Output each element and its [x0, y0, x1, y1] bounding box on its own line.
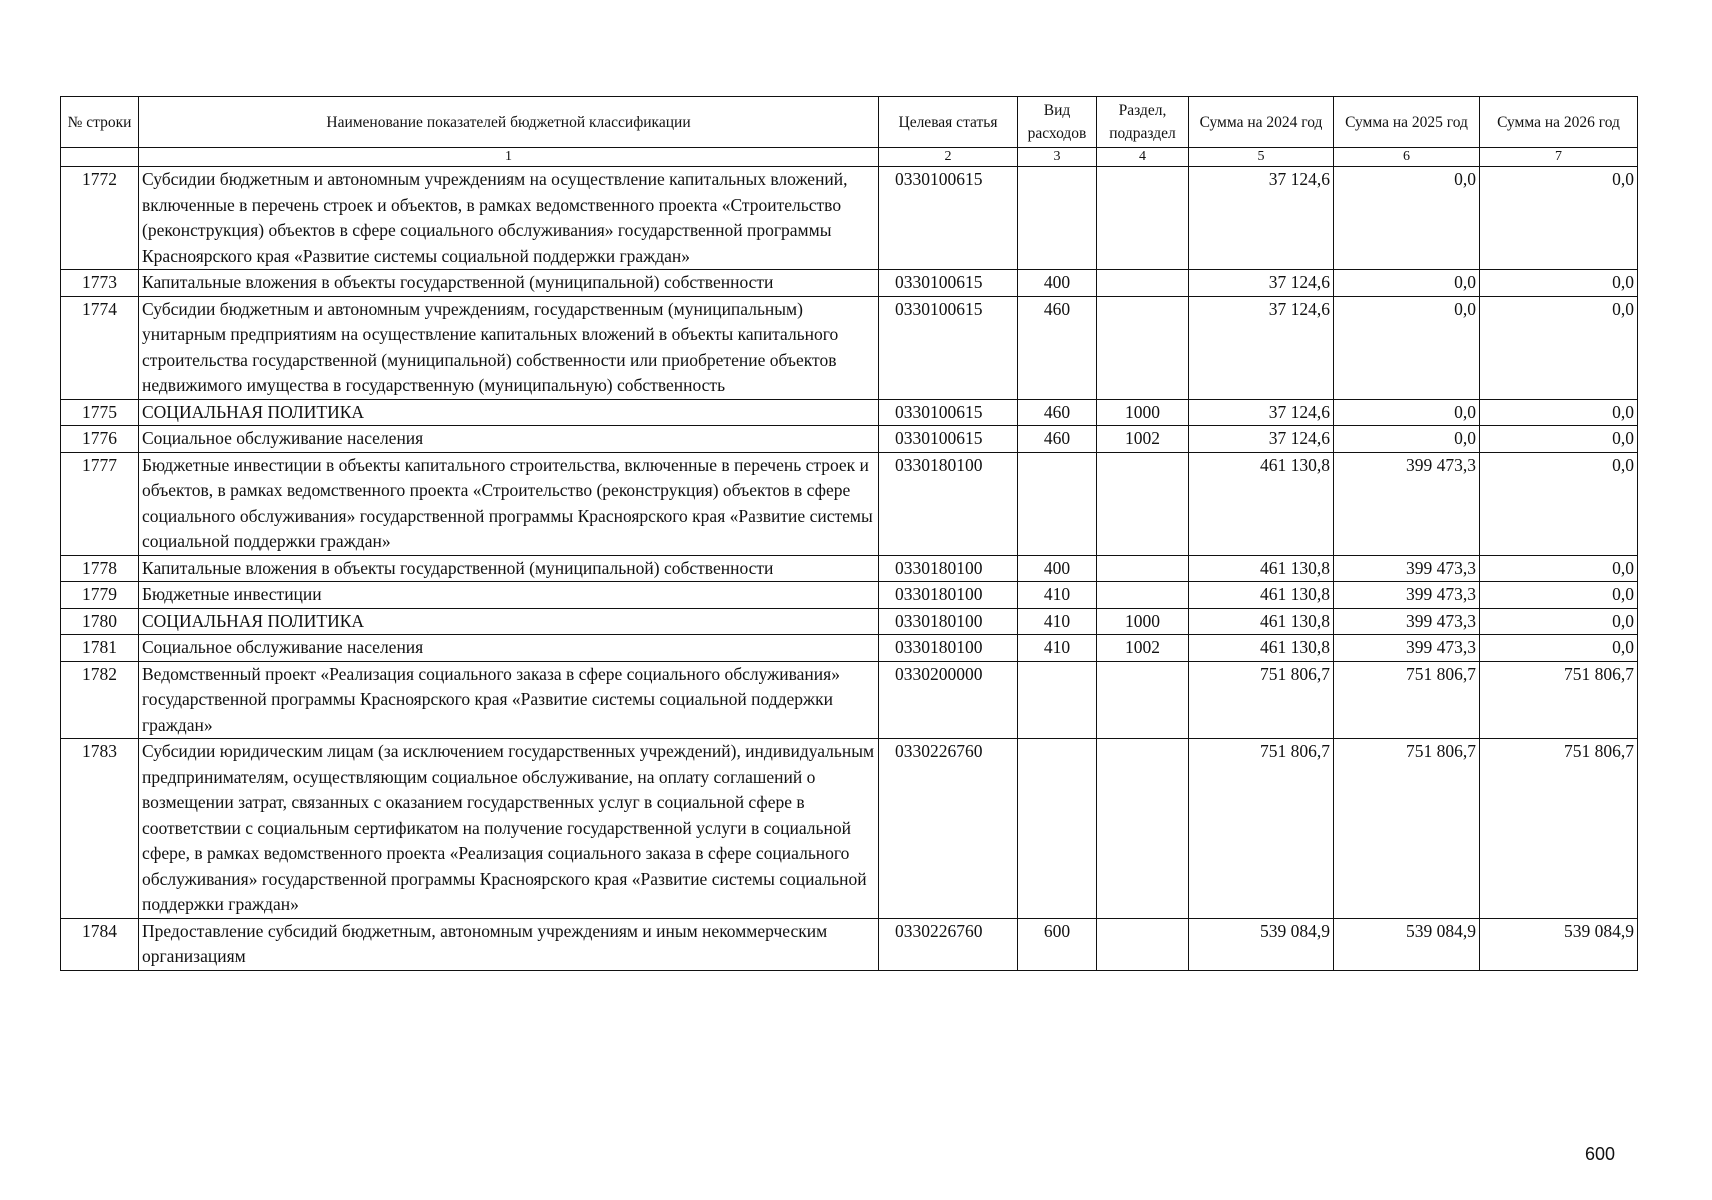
- row-sum-2024: 37 124,6: [1189, 167, 1334, 270]
- row-section: [1097, 582, 1189, 609]
- row-section: [1097, 739, 1189, 919]
- row-section: [1097, 296, 1189, 399]
- row-name: Капитальные вложения в объекты государственной (муниципальной) собственности: [139, 270, 879, 297]
- row-number: 1775: [61, 399, 139, 426]
- header-expense-type: Вид расходов: [1018, 97, 1097, 148]
- row-name: Социальное обслуживание населения: [139, 426, 879, 453]
- row-expense-type: [1018, 167, 1097, 270]
- row-number: 1783: [61, 739, 139, 919]
- table-row: [61, 167, 1638, 270]
- row-sum-2024: 461 130,8: [1189, 452, 1334, 555]
- column-number: 3: [1018, 148, 1097, 167]
- row-name: СОЦИАЛЬНАЯ ПОЛИТИКА: [139, 399, 879, 426]
- row-number: 1780: [61, 608, 139, 635]
- row-sum-2026: 751 806,7: [1480, 661, 1638, 739]
- table-row: [61, 426, 1638, 453]
- table-body: [61, 167, 1638, 971]
- row-expense-type: 460: [1018, 399, 1097, 426]
- row-sum-2026: 0,0: [1480, 426, 1638, 453]
- row-expense-type: [1018, 452, 1097, 555]
- column-number: 4: [1097, 148, 1189, 167]
- column-number: 1: [139, 148, 879, 167]
- row-sum-2026: 0,0: [1480, 582, 1638, 609]
- row-target-code: 0330226760: [879, 739, 1018, 919]
- table-row: [61, 739, 1638, 919]
- row-name: Бюджетные инвестиции: [139, 582, 879, 609]
- row-expense-type: [1018, 739, 1097, 919]
- row-name: Субсидии бюджетным и автономным учреждениям, государственным (муниципальным) унитарным предприятиям на осуществление капитальных вложений в объекты капитального строительства государственной (муниципальной) собственности или приобретение объектов недвижимого имущества в государственную (муниципальную) собственность: [139, 296, 879, 399]
- row-expense-type: 410: [1018, 582, 1097, 609]
- row-section: 1002: [1097, 426, 1189, 453]
- row-sum-2026: 0,0: [1480, 270, 1638, 297]
- row-sum-2026: 0,0: [1480, 555, 1638, 582]
- row-name: Субсидии бюджетным и автономным учреждениям на осуществление капитальных вложений, включенные в перечень строек и объектов, в рамках ведомственного проекта «Строительство (реконструкция) объектов в сфере социального обслуживания» государственной программы Красноярского края «Развитие системы социальной поддержки граждан»: [139, 167, 879, 270]
- row-sum-2025: 399 473,3: [1334, 608, 1480, 635]
- table-row: [61, 918, 1638, 970]
- column-number: [61, 148, 139, 167]
- row-section: 1002: [1097, 635, 1189, 662]
- row-sum-2025: 751 806,7: [1334, 739, 1480, 919]
- row-name: Ведомственный проект «Реализация социального заказа в сфере социального обслуживания» государственной программы Красноярского края «Развитие системы социальной поддержки граждан»: [139, 661, 879, 739]
- row-target-code: 0330180100: [879, 582, 1018, 609]
- column-number: 7: [1480, 148, 1638, 167]
- row-section: [1097, 918, 1189, 970]
- row-target-code: 0330180100: [879, 608, 1018, 635]
- header-sum-2026: Сумма на 2026 год: [1480, 97, 1638, 148]
- row-expense-type: 410: [1018, 635, 1097, 662]
- header-name: Наименование показателей бюджетной классификации: [139, 97, 879, 148]
- row-number: 1781: [61, 635, 139, 662]
- row-sum-2024: 539 084,9: [1189, 918, 1334, 970]
- table-row: [61, 608, 1638, 635]
- row-sum-2024: 37 124,6: [1189, 426, 1334, 453]
- row-sum-2025: 751 806,7: [1334, 661, 1480, 739]
- table-row: [61, 661, 1638, 739]
- row-sum-2024: 37 124,6: [1189, 399, 1334, 426]
- row-sum-2024: 751 806,7: [1189, 661, 1334, 739]
- row-number: 1774: [61, 296, 139, 399]
- row-target-code: 0330180100: [879, 452, 1018, 555]
- row-target-code: 0330100615: [879, 167, 1018, 270]
- row-sum-2026: 0,0: [1480, 452, 1638, 555]
- row-sum-2024: 461 130,8: [1189, 582, 1334, 609]
- row-name: Субсидии юридическим лицам (за исключением государственных учреждений), индивидуальным предпринимателям, осуществляющим социальное обслуживание, на оплату соглашений о возмещении затрат, связанных с оказанием государственных услуг в социальной сфере в соответствии с социальным сертификатом на получение государственной услуги в социальной сфере, в рамках ведомственного проекта «Реализация социального заказа в сфере социального обслуживания» государственной программы Красноярского края «Развитие системы социальной поддержки граждан»: [139, 739, 879, 919]
- table-row: [61, 452, 1638, 555]
- row-sum-2024: 461 130,8: [1189, 608, 1334, 635]
- column-number: 6: [1334, 148, 1480, 167]
- row-section: 1000: [1097, 399, 1189, 426]
- row-sum-2026: 0,0: [1480, 608, 1638, 635]
- table-header-row: [61, 97, 1638, 148]
- row-target-code: 0330226760: [879, 918, 1018, 970]
- row-sum-2024: 37 124,6: [1189, 270, 1334, 297]
- row-expense-type: [1018, 661, 1097, 739]
- row-target-code: 0330180100: [879, 635, 1018, 662]
- row-sum-2025: 539 084,9: [1334, 918, 1480, 970]
- row-section: [1097, 555, 1189, 582]
- row-expense-type: 600: [1018, 918, 1097, 970]
- row-sum-2026: 0,0: [1480, 167, 1638, 270]
- column-number-row: [61, 148, 1638, 167]
- row-number: 1773: [61, 270, 139, 297]
- row-section: [1097, 270, 1189, 297]
- header-sum-2024: Сумма на 2024 год: [1189, 97, 1334, 148]
- row-expense-type: 400: [1018, 555, 1097, 582]
- row-number: 1776: [61, 426, 139, 453]
- table-row: [61, 635, 1638, 662]
- budget-table: [60, 96, 1638, 971]
- row-sum-2025: 399 473,3: [1334, 635, 1480, 662]
- row-section: [1097, 452, 1189, 555]
- row-number: 1782: [61, 661, 139, 739]
- row-target-code: 0330100615: [879, 399, 1018, 426]
- row-sum-2025: 0,0: [1334, 270, 1480, 297]
- row-target-code: 0330200000: [879, 661, 1018, 739]
- header-sum-2025: Сумма на 2025 год: [1334, 97, 1480, 148]
- row-sum-2026: 751 806,7: [1480, 739, 1638, 919]
- row-name: Предоставление субсидий бюджетным, автономным учреждениям и иным некоммерческим организациям: [139, 918, 879, 970]
- row-sum-2025: 399 473,3: [1334, 582, 1480, 609]
- column-number: 2: [879, 148, 1018, 167]
- row-expense-type: 410: [1018, 608, 1097, 635]
- row-sum-2025: 0,0: [1334, 167, 1480, 270]
- row-sum-2026: 0,0: [1480, 296, 1638, 399]
- header-target: Целевая статья: [879, 97, 1018, 148]
- row-target-code: 0330180100: [879, 555, 1018, 582]
- header-section: Раздел, подраздел: [1097, 97, 1189, 148]
- row-sum-2025: 399 473,3: [1334, 555, 1480, 582]
- header-row-no: № строки: [61, 97, 139, 148]
- row-number: 1777: [61, 452, 139, 555]
- row-section: [1097, 167, 1189, 270]
- column-number: 5: [1189, 148, 1334, 167]
- row-sum-2024: 37 124,6: [1189, 296, 1334, 399]
- table-row: [61, 296, 1638, 399]
- row-section: [1097, 661, 1189, 739]
- row-name: Социальное обслуживание населения: [139, 635, 879, 662]
- row-number: 1778: [61, 555, 139, 582]
- row-section: 1000: [1097, 608, 1189, 635]
- row-name: Капитальные вложения в объекты государственной (муниципальной) собственности: [139, 555, 879, 582]
- table-row: [61, 555, 1638, 582]
- row-sum-2025: 0,0: [1334, 296, 1480, 399]
- page-number: 600: [1585, 1144, 1616, 1164]
- row-number: 1779: [61, 582, 139, 609]
- row-sum-2026: 0,0: [1480, 635, 1638, 662]
- row-sum-2026: 0,0: [1480, 399, 1638, 426]
- row-sum-2025: 399 473,3: [1334, 452, 1480, 555]
- table-row: [61, 582, 1638, 609]
- row-number: 1772: [61, 167, 139, 270]
- table-row: [61, 399, 1638, 426]
- row-name: Бюджетные инвестиции в объекты капитального строительства, включенные в перечень строек и объектов, в рамках ведомственного проекта «Строительство (реконструкция) объектов в сфере социального обслуживания» государственной программы Красноярского края «Развитие системы социальной поддержки граждан»: [139, 452, 879, 555]
- row-sum-2025: 0,0: [1334, 399, 1480, 426]
- row-expense-type: 400: [1018, 270, 1097, 297]
- row-target-code: 0330100615: [879, 270, 1018, 297]
- row-expense-type: 460: [1018, 426, 1097, 453]
- row-sum-2026: 539 084,9: [1480, 918, 1638, 970]
- row-target-code: 0330100615: [879, 426, 1018, 453]
- row-number: 1784: [61, 918, 139, 970]
- table-row: [61, 270, 1638, 297]
- row-name: СОЦИАЛЬНАЯ ПОЛИТИКА: [139, 608, 879, 635]
- row-sum-2024: 461 130,8: [1189, 635, 1334, 662]
- row-sum-2025: 0,0: [1334, 426, 1480, 453]
- row-sum-2024: 751 806,7: [1189, 739, 1334, 919]
- row-sum-2024: 461 130,8: [1189, 555, 1334, 582]
- row-expense-type: 460: [1018, 296, 1097, 399]
- row-target-code: 0330100615: [879, 296, 1018, 399]
